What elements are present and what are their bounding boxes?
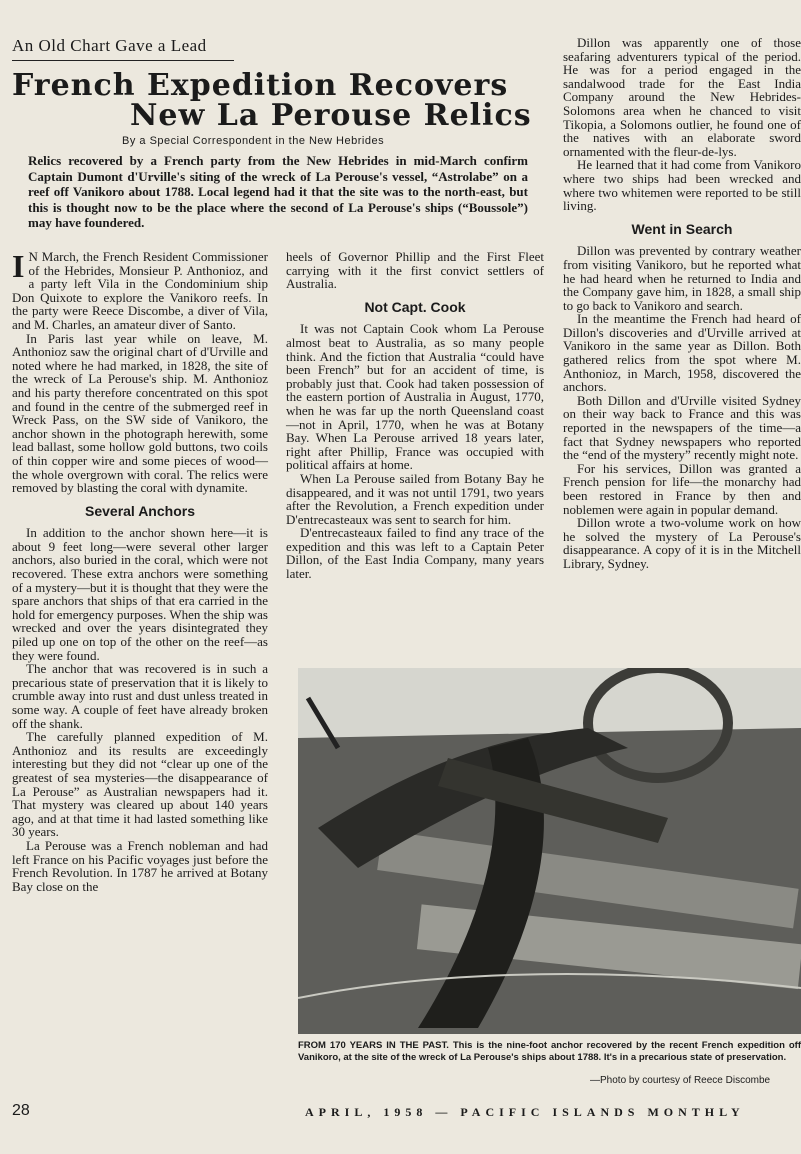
running-footer: APRIL, 1958 — PACIFIC ISLANDS MONTHLY xyxy=(305,1105,745,1119)
byline: By a Special Correspondent in the New Hebrides xyxy=(122,135,385,147)
column-3 xyxy=(563,36,801,571)
col3-paragraph-5: Both Dillon and d'Urville visited Sydney on their way back to France and this was reported in the newspapers of the time—a fact that Sydney newspapers who reported the “end of the mystery” recently might note. xyxy=(563,392,801,463)
col3-paragraph-3: Dillon was prevented by contrary weather from visiting Vanikoro, but he reported what he had heard when he returned to India and the Company gave him, in 1828, a small ship to go back to Vanikoro and search. xyxy=(563,243,801,313)
col2-paragraph-3: When La Perouse sailed from Botany Bay he disappeared, and it was not until 1791, two years after the Revolution, a French expedition under D'entrecasteaux was sent to search for him. xyxy=(286,470,544,527)
subheading-several-anchors: Several Anchors xyxy=(85,502,195,519)
column-1 xyxy=(12,250,268,893)
col1-paragraph-3: In addition to the anchor shown here—it is about 9 feet long—were several other larger anchors, also buried in the coral, which were not recovered. These extra anchors were something of a mystery—but it is thought that they were the spare anchors that ships of that era carried in the hold for emergency purposes. When the ship was wrecked and over the years disintegrated they piled up one on top of the other on the reef—as they were found. xyxy=(12,525,268,663)
anchor-photo-illustration xyxy=(298,668,801,1034)
headline-line1: French Expedition Recovers xyxy=(12,68,509,103)
col3-paragraph-7: Dillon wrote a two-volume work on how he solved the mystery of La Perouse's disappearance. A copy of it is in the Mitchell Library, Sydney. xyxy=(563,515,801,571)
col1-paragraph-5: The carefully planned expedition of M. Anthonioz and its results are exceedingly interesting but they did not “clear up one of the greatest of sea mysteries—the disappearance of La Perouse” as Australian newspapers had it. That mystery was cleared up about 140 years ago, and at that time it had lasted something like 30 years. xyxy=(12,729,268,840)
lead-paragraph: Relics recovered by a French party from the New Hebrides in mid-March confirm Captain Dumont d'Urville's siting of the wreck of La Perouse's vessel, “Astrolabe” on a reef off Vanikoro about 1788. Local legend had it that the site was to the north-east, but this is thought now to be the place where the second of La Perouse's ships (“Boussole”) may have foundered. xyxy=(28,153,528,230)
col1-paragraph-6: La Perouse was a French nobleman and had left France on his Pacific voyages just before the French Revolution. In 1787 he arrived at Botany Bay close on the xyxy=(12,837,268,894)
kicker: An Old Chart Gave a Lead xyxy=(12,36,207,55)
drop-cap: I xyxy=(12,248,25,284)
page-number: 28 xyxy=(12,1102,30,1119)
col3-paragraph-6: For his services, Dillon was granted a French pension for life—the monarchy had been restored in France by then and noblemen were again in popular demand. xyxy=(563,460,801,517)
col2-paragraph-4: D'entrecasteaux failed to find any trace of the expedition and this was left to a Captain Peter Dillon, of the East India Company, many years later. xyxy=(286,525,544,582)
kicker-rule xyxy=(12,60,234,61)
subheading-not-capt-cook: Not Capt. Cook xyxy=(364,298,466,315)
anchor-photo xyxy=(298,668,801,1034)
col3-paragraph-1: Dillon was apparently one of those seafaring adventurers typical of the period. He was for a period engaged in the sandalwood trade for the East India Company around the New Hebrides-Solomons area when he chanced to visit Tikopia, a Solomons outlier, he found one of the natives with an elaborate sword ornamented with the fleur-de-lys. xyxy=(563,36,801,159)
photo-caption: FROM 170 YEARS IN THE PAST. This is the nine-foot anchor recovered by the recent French expedition off Vanikoro, at the site of the wreck of La Perouse's ships about 1788. It's in a precarious state of preservation. xyxy=(298,1040,801,1063)
col2-paragraph-1: heels of Governor Phillip and the First Fleet carrying with it the first convict settlers of Australia. xyxy=(286,249,544,292)
subheading-went-in-search: Went in Search xyxy=(631,220,733,237)
col2-paragraph-2: It was not Captain Cook whom La Perouse almost beat to Australia, as so many people think. And the fiction that Australia “could have been French” but for an accident of time, is probably just that. Cook had taken possession of the eastern portion of Australia in August, 1770, when he was far up the north Queensland coast—not in April, 1770, when he was at Botany Bay. When La Perouse arrived 18 years later, right after Phillip, France was occupied with political affairs at home. xyxy=(286,321,544,473)
col1-paragraph-2: In Paris last year while on leave, M. Anthonioz saw the original chart of d'Urville and noted where he had marked, in 1828, the site of the wreck of La Perouse's ship. M. Anthonioz and his party therefore concentrated on this spot and found in the centre of the submerged reef in Wreck Pass, on the SW side of Vanikoro, the anchor shown in the photograph herewith, some lead ballast, some hollow gold buttons, two coils of thin copper wire and some pieces of wood—the whole overgrown with coral. The relics were removed by blasting the coral with dynamite. xyxy=(12,330,268,496)
col3-paragraph-4: In the meantime the French had heard of Dillon's discoveries and d'Urville arrived at Vanikoro in the same year as Dillon. Both gathered relics from the spot where M. Anthonioz, in March, 1958, discovered the anchors. xyxy=(563,311,801,395)
headline-line2: New La Perouse Relics xyxy=(130,98,532,133)
photo-credit: —Photo by courtesy of Reece Discombe xyxy=(590,1075,771,1086)
col1-paragraph-4: The anchor that was recovered is in such a precarious state of preservation that it is likely to crumble away into rust and dust unless treated in some way. A couple of feet have already broken off the shank. xyxy=(12,661,268,731)
column-2 xyxy=(286,250,544,581)
col1-paragraph-1: I N March, the French Resident Commissioner of the Hebrides, Monsieur P. Anthonioz, and a party left Vila in the Condominium ship Don Quixote to explore the Vanikoro reefs. In the party were Reece Discombe, a diver of Vila, and M. Charles, an amateur diver of Santo. xyxy=(12,248,268,332)
col3-paragraph-2: He learned that it had come from Vanikoro where two ships had been wrecked and where two whitemen were reported to be still living. xyxy=(563,157,801,214)
